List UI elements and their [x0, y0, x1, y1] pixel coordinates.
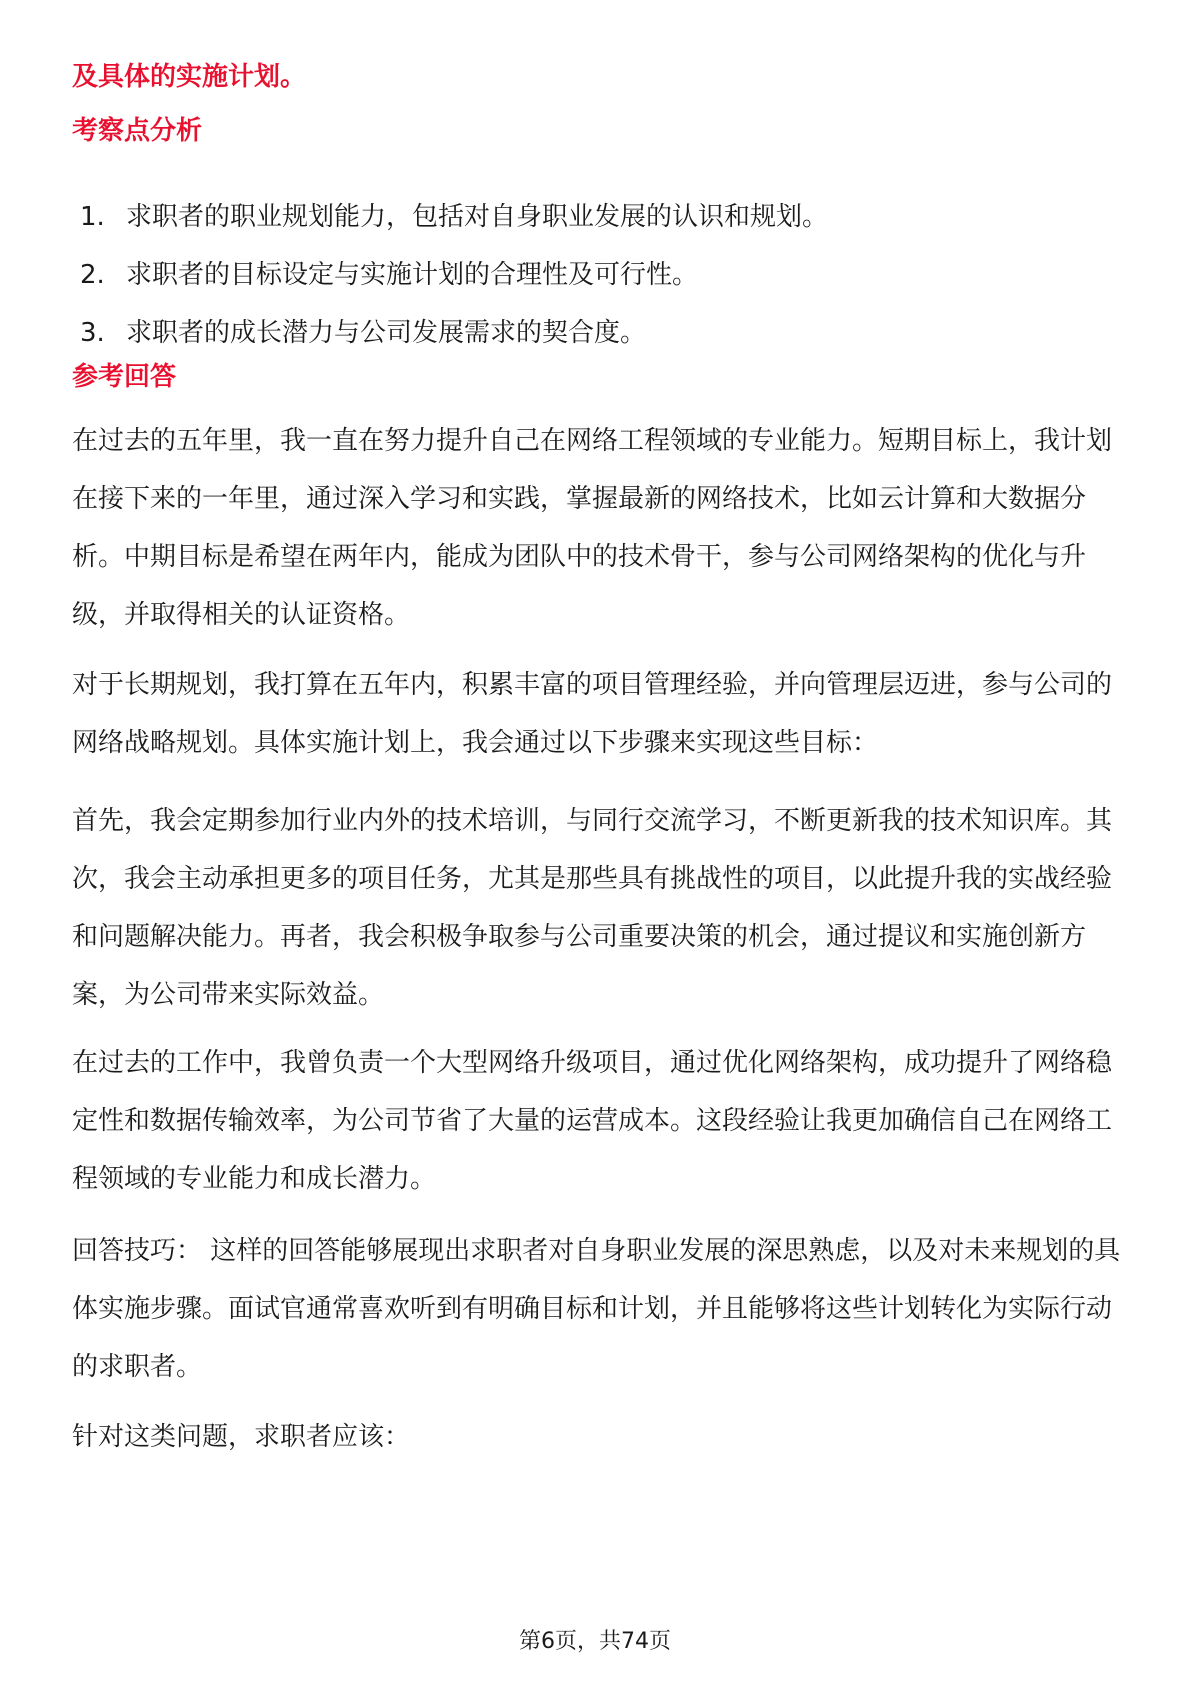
- analysis-heading: 考察点分析: [72, 116, 203, 146]
- list-number: 3.: [80, 318, 105, 348]
- page-number: 第6页，共74页: [519, 1629, 671, 1654]
- answer-paragraph-4: 在过去的工作中，我曾负责一个大型网络升级项目，通过优化网络架构，成功提升了网络稳定性和数据传输效率，为公司节省了大量的运营成本。这段经验让我更加确信自己在网络工程领域的专业能力和成长潜力。: [72, 1048, 1113, 1194]
- list-text: 求职者的成长潜力与公司发展需求的契合度。: [126, 318, 647, 348]
- analysis-points-list: [80, 188, 1120, 362]
- answer-tips-paragraph: 回答技巧： 这样的回答能够展现出求职者对自身职业发展的深思熟虑，以及对未来规划的具体实施步骤。面试官通常喜欢听到有明确目标和计划，并且能够将这些计划转化为实际行动的求职者。: [72, 1236, 1121, 1382]
- intro-line: 及具体的实施计划。: [72, 62, 307, 92]
- answer-heading: 参考回答: [72, 362, 177, 392]
- list-item: [80, 246, 1120, 304]
- closing-paragraph: 针对这类问题，求职者应该：: [72, 1422, 411, 1452]
- answer-paragraph-2: 对于长期规划，我打算在五年内，积累丰富的项目管理经验，并向管理层迈进，参与公司的网络战略规划。具体实施计划上，我会通过以下步骤来实现这些目标：: [72, 670, 1113, 758]
- list-item: [80, 304, 1120, 362]
- list-number: 1.: [80, 202, 105, 232]
- answer-paragraph-1: 在过去的五年里，我一直在努力提升自己在网络工程领域的专业能力。短期目标上，我计划在接下来的一年里，通过深入学习和实践，掌握最新的网络技术，比如云计算和大数据分析。中期目标是希望在两年内，能成为团队中的技术骨干，参与公司网络架构的优化与升级，并取得相关的认证资格。: [72, 426, 1113, 630]
- list-number: 2.: [80, 260, 105, 290]
- list-text: 求职者的职业规划能力，包括对自身职业发展的认识和规划。: [126, 202, 829, 232]
- list-text: 求职者的目标设定与实施计划的合理性及可行性。: [126, 260, 699, 290]
- answer-paragraph-3: 首先，我会定期参加行业内外的技术培训，与同行交流学习，不断更新我的技术知识库。其次，我会主动承担更多的项目任务，尤其是那些具有挑战性的项目，以此提升我的实战经验和问题解决能力。再者，我会积极争取参与公司重要决策的机会，通过提议和实施创新方案，为公司带来实际效益。: [72, 806, 1113, 1010]
- list-item: [80, 188, 1120, 246]
